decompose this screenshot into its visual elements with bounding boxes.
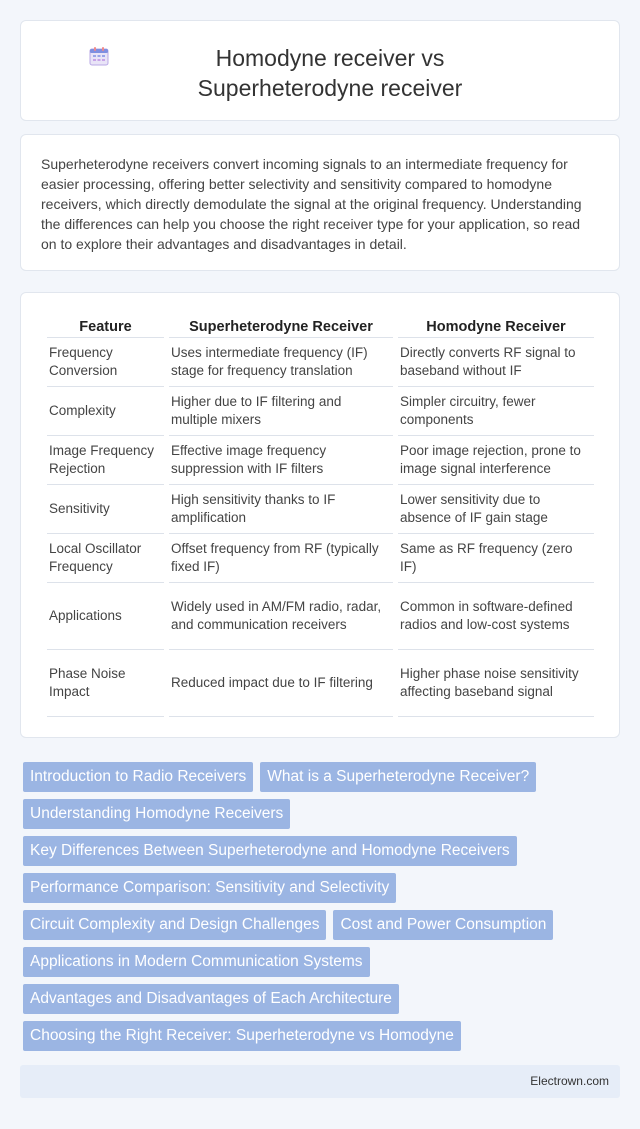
tag-row xyxy=(23,762,603,799)
title-card xyxy=(20,20,620,121)
table-row xyxy=(47,436,594,485)
table-cell: Poor image rejection, prone to image signal interference xyxy=(398,436,594,485)
table-cell: Frequency Conversion xyxy=(47,338,164,387)
tag-link[interactable]: Performance Comparison: Sensitivity and Selectivity xyxy=(23,873,396,903)
table-cell: Image Frequency Rejection xyxy=(47,436,164,485)
tag-row xyxy=(23,984,603,1021)
tag-row xyxy=(23,799,603,836)
table-cell: Directly converts RF signal to baseband without IF xyxy=(398,338,594,387)
table-cell: Local Oscillator Frequency xyxy=(47,534,164,583)
table-cell: Sensitivity xyxy=(47,485,164,534)
table-cell: Widely used in AM/FM radio, radar, and communication receivers xyxy=(169,583,393,650)
topic-tags xyxy=(23,762,603,1058)
page-title: Homodyne receiver vs Superheterodyne receiver xyxy=(197,45,463,101)
table-row xyxy=(47,387,594,436)
tag-row xyxy=(23,947,603,984)
comparison-table-card xyxy=(20,292,620,738)
tag-row xyxy=(23,910,603,947)
table-cell: Simpler circuitry, fewer components xyxy=(398,387,594,436)
tag-link[interactable]: Applications in Modern Communication Systems xyxy=(23,947,370,977)
table-cell: Same as RF frequency (zero IF) xyxy=(398,534,594,583)
table-header-row xyxy=(47,314,594,338)
comparison-table xyxy=(42,314,599,717)
tag-row xyxy=(23,1021,603,1058)
tag-link[interactable]: Introduction to Radio Receivers xyxy=(23,762,253,792)
table-row xyxy=(47,485,594,534)
column-header-feature: Feature xyxy=(47,314,164,338)
tag-link[interactable]: Key Differences Between Superheterodyne and Homodyne Receivers xyxy=(23,836,517,866)
tag-link[interactable]: Understanding Homodyne Receivers xyxy=(23,799,290,829)
tag-link[interactable]: What is a Superheterodyne Receiver? xyxy=(260,762,536,792)
table-cell: Lower sensitivity due to absence of IF gain stage xyxy=(398,485,594,534)
table-cell: High sensitivity thanks to IF amplification xyxy=(169,485,393,534)
column-header-homodyne: Homodyne Receiver xyxy=(398,314,594,338)
table-cell: Higher phase noise sensitivity affecting baseband signal xyxy=(398,650,594,717)
table-cell: Applications xyxy=(47,583,164,650)
column-header-superheterodyne: Superheterodyne Receiver xyxy=(169,314,393,338)
table-row xyxy=(47,650,594,717)
table-cell: Phase Noise Impact xyxy=(47,650,164,717)
tag-link[interactable]: Advantages and Disadvantages of Each Architecture xyxy=(23,984,399,1014)
table-cell: Offset frequency from RF (typically fixed IF) xyxy=(169,534,393,583)
table-cell: Higher due to IF filtering and multiple mixers xyxy=(169,387,393,436)
table-row xyxy=(47,534,594,583)
tag-row xyxy=(23,836,603,873)
tag-row xyxy=(23,873,603,910)
table-cell: Common in software-defined radios and low-cost systems xyxy=(398,583,594,650)
tag-link[interactable]: Circuit Complexity and Design Challenges xyxy=(23,910,326,940)
tag-link[interactable]: Cost and Power Consumption xyxy=(333,910,553,940)
table-cell: Complexity xyxy=(47,387,164,436)
footer xyxy=(20,1065,620,1098)
intro-paragraph: Superheterodyne receivers convert incoming signals to an intermediate frequency for easier processing, offering better selectivity and sensitivity compared to homodyne receivers, which directly demodulate the signal at the original frequency. Understanding the differences can help you choose the right receiver type for your application, so read on to explore their advantages and disadvantages in detail. xyxy=(41,156,582,252)
tag-link[interactable]: Choosing the Right Receiver: Superheterodyne vs Homodyne xyxy=(23,1021,461,1051)
intro-card xyxy=(20,134,620,271)
table-row xyxy=(47,338,594,387)
table-cell: Reduced impact due to IF filtering xyxy=(169,650,393,717)
table-cell: Uses intermediate frequency (IF) stage for frequency translation xyxy=(169,338,393,387)
footer-site-name[interactable]: Electrown.com xyxy=(530,1074,609,1088)
table-row xyxy=(47,583,594,650)
table-cell: Effective image frequency suppression with IF filters xyxy=(169,436,393,485)
